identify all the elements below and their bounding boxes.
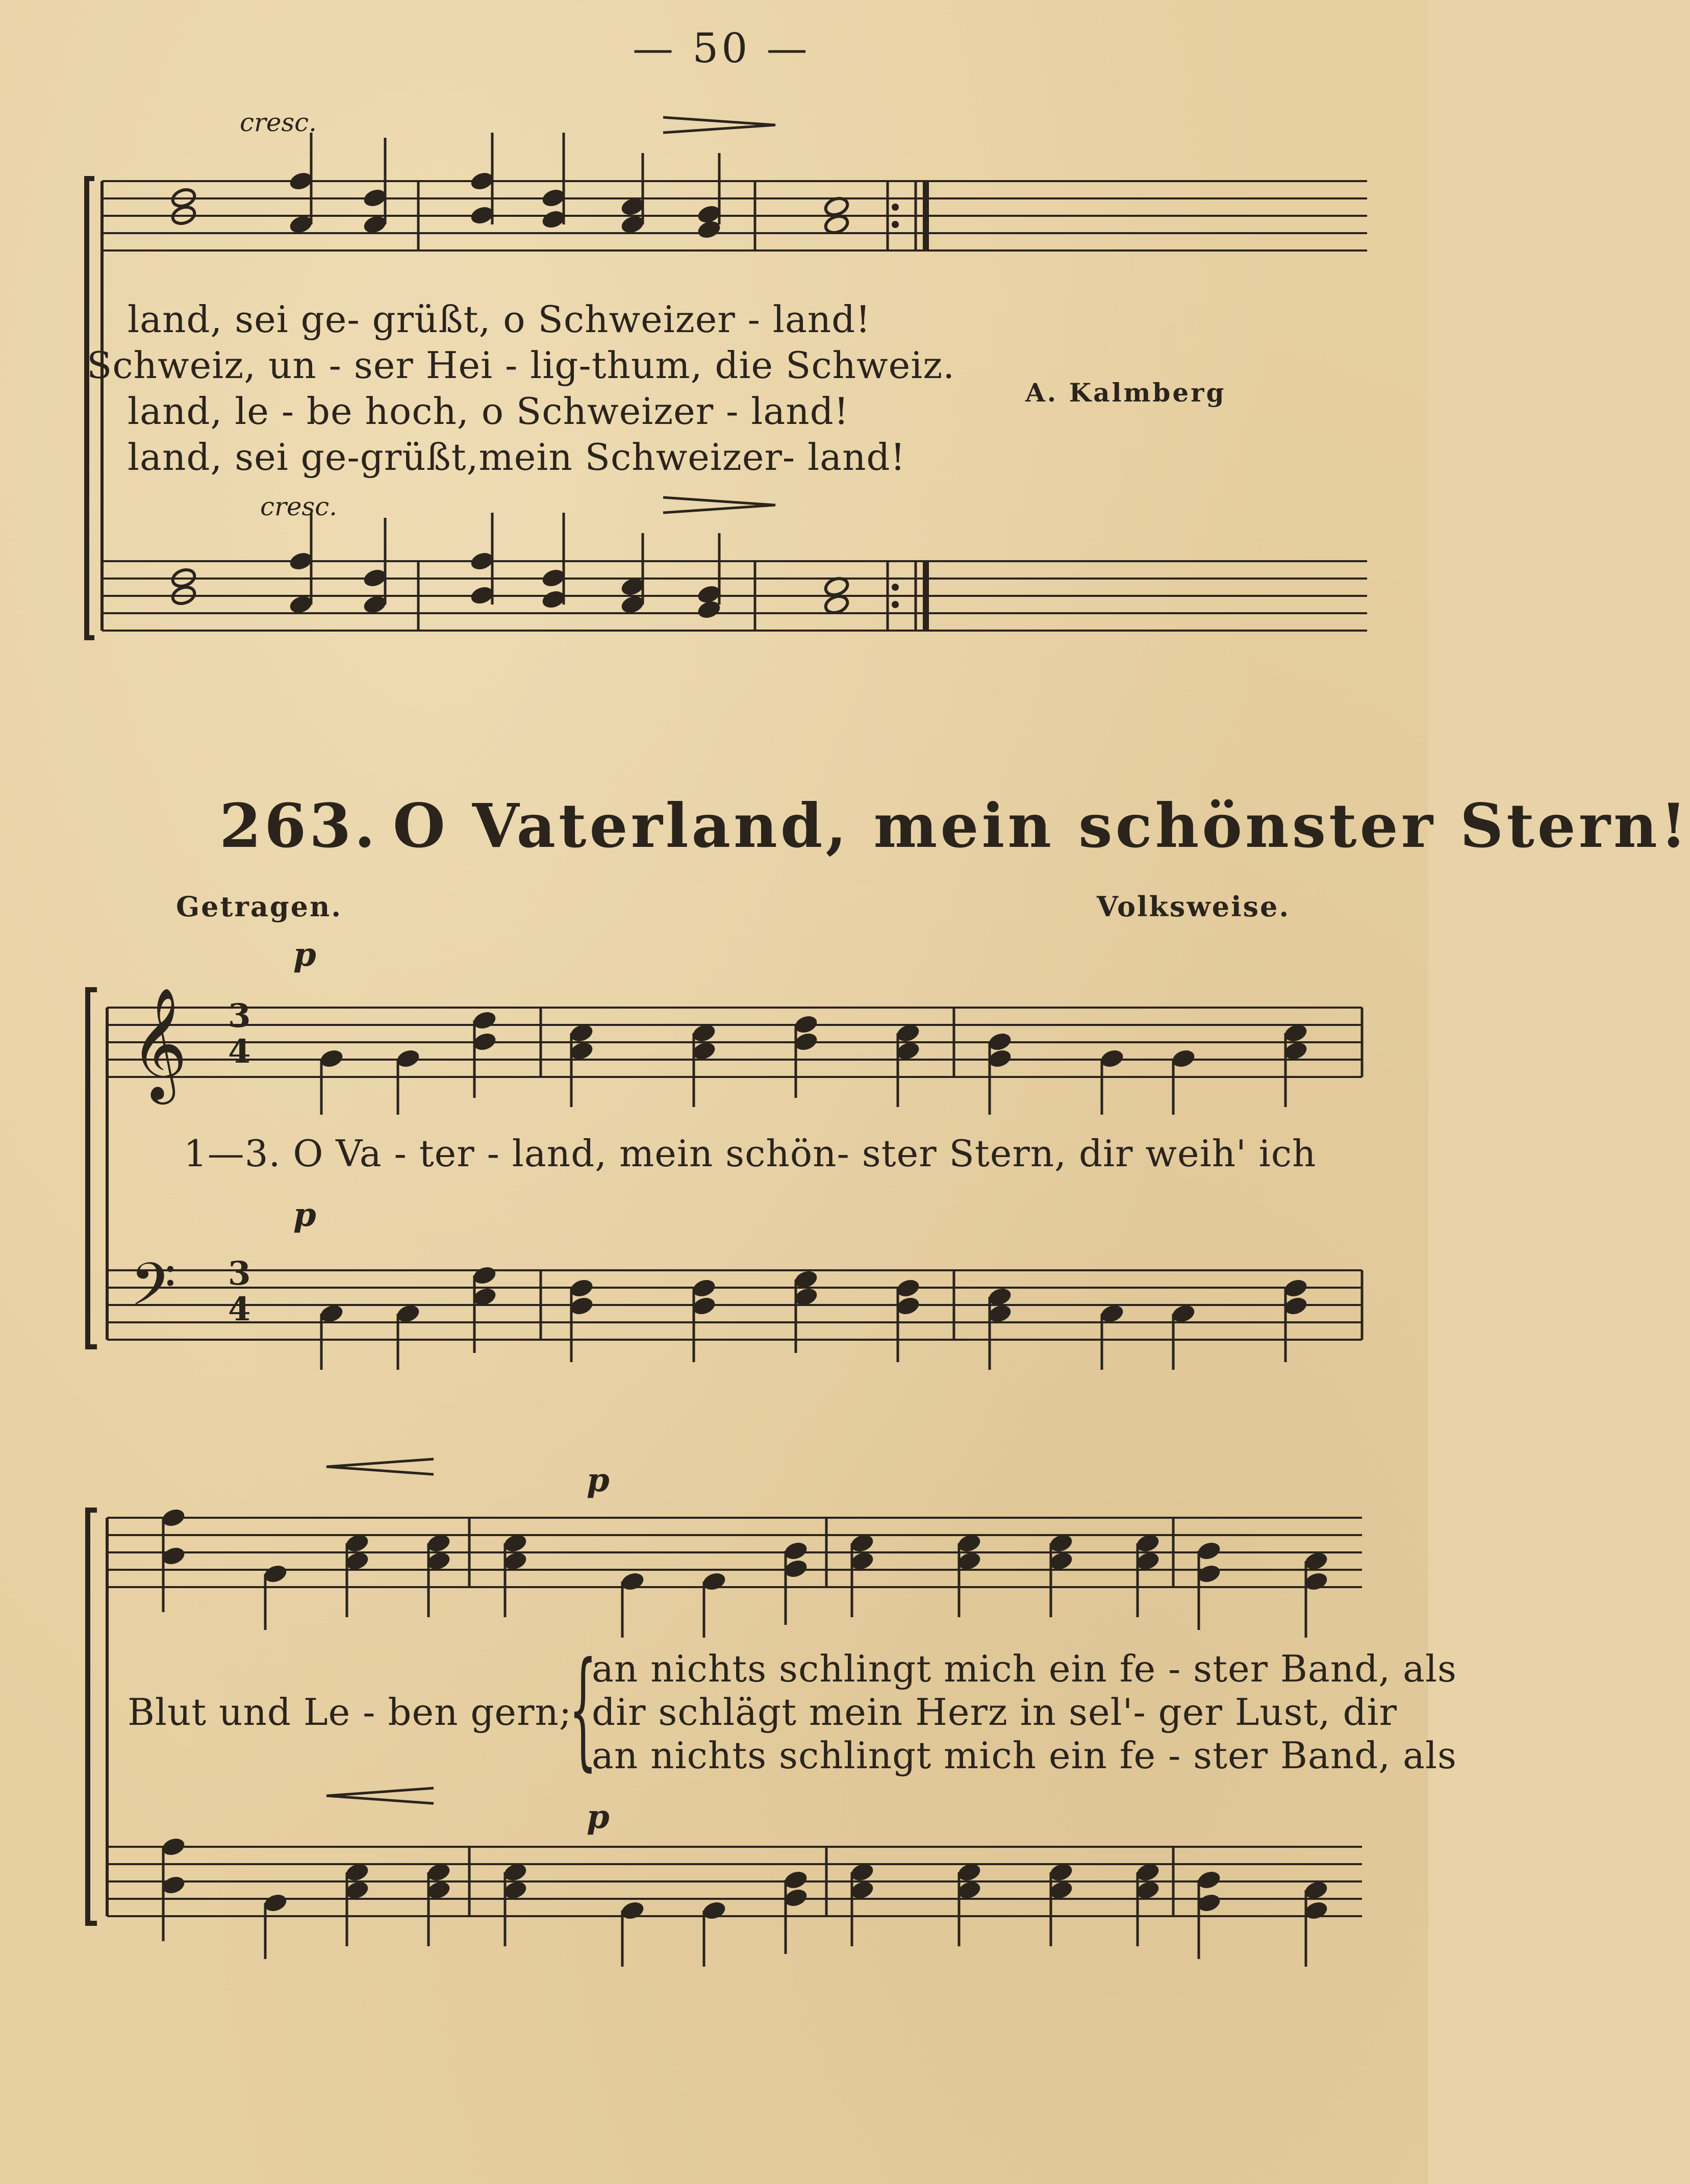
song-system-1-bracket: [88, 990, 97, 1347]
decresc-hairpin-upper: [663, 117, 775, 133]
tempo-marking: Getragen.: [176, 890, 343, 923]
stanza-brace: {: [569, 1635, 597, 1783]
cresc-hairpin-upper: [326, 1459, 434, 1474]
dynamic-p-2-lower: p: [587, 1798, 610, 1836]
time-sig-bottom-bass: 4: [228, 1290, 251, 1328]
song-lyric-line-2-start: Blut und Le - ben gern;: [128, 1691, 572, 1734]
composer: A. Kalmberg: [1025, 378, 1226, 408]
dynamic-p-1-lower: p: [293, 1196, 316, 1234]
cresc-lower: cresc.: [260, 492, 338, 521]
decresc-hairpin-lower: [663, 497, 775, 513]
song-stanza-2: dir schlägt mein Herz in sel'- ger Lust, dir: [592, 1691, 1397, 1734]
song-stanza-3: an nichts schlingt mich ein fe - ster Band, als: [592, 1734, 1457, 1777]
repeat-dot: [892, 204, 899, 211]
top-lyric-line-1: land, sei ge- grüßt, o Schweizer - land!: [128, 298, 871, 341]
cresc-hairpin-lower: [326, 1788, 434, 1803]
cresc-upper: cresc.: [240, 108, 317, 137]
repeat-dot: [892, 601, 899, 608]
top-lyric-line-3: land, le - be hoch, o Schweizer - land!: [128, 390, 849, 433]
song-lyric-line-1: 1—3. O Va - ter - land, mein schön- ster Stern, dir weih' ich: [184, 1132, 1317, 1175]
song-number: 263.: [219, 790, 379, 861]
page-number: — 50 —: [633, 24, 811, 72]
time-sig-top-treble: 3: [228, 997, 251, 1035]
bass-clef-icon: 𝄢: [130, 1250, 176, 1334]
dynamic-p-2-upper: p: [587, 1461, 610, 1499]
top-system-bracket: [87, 179, 94, 638]
treble-clef-icon: 𝄞: [130, 987, 188, 1099]
song-system-2-bracket: [88, 1510, 97, 1923]
repeat-dot: [892, 584, 899, 591]
top-lyric-line-2: Schweiz, un - ser Hei - lig-thum, die Schweiz.: [87, 344, 955, 387]
song-stanza-1: an nichts schlingt mich ein fe - ster Band, als: [592, 1647, 1457, 1690]
top-lyric-line-4: land, sei ge-grüßt,mein Schweizer- land!: [128, 436, 906, 479]
time-sig-bottom-treble: 4: [228, 1033, 251, 1071]
song-title: O Vaterland, mein schönster Stern!: [393, 790, 1690, 861]
dynamic-p-1-upper: p: [293, 936, 316, 974]
time-sig-top-bass: 3: [228, 1254, 251, 1293]
repeat-dot: [892, 221, 899, 228]
attribution: Volksweise.: [1097, 890, 1291, 923]
